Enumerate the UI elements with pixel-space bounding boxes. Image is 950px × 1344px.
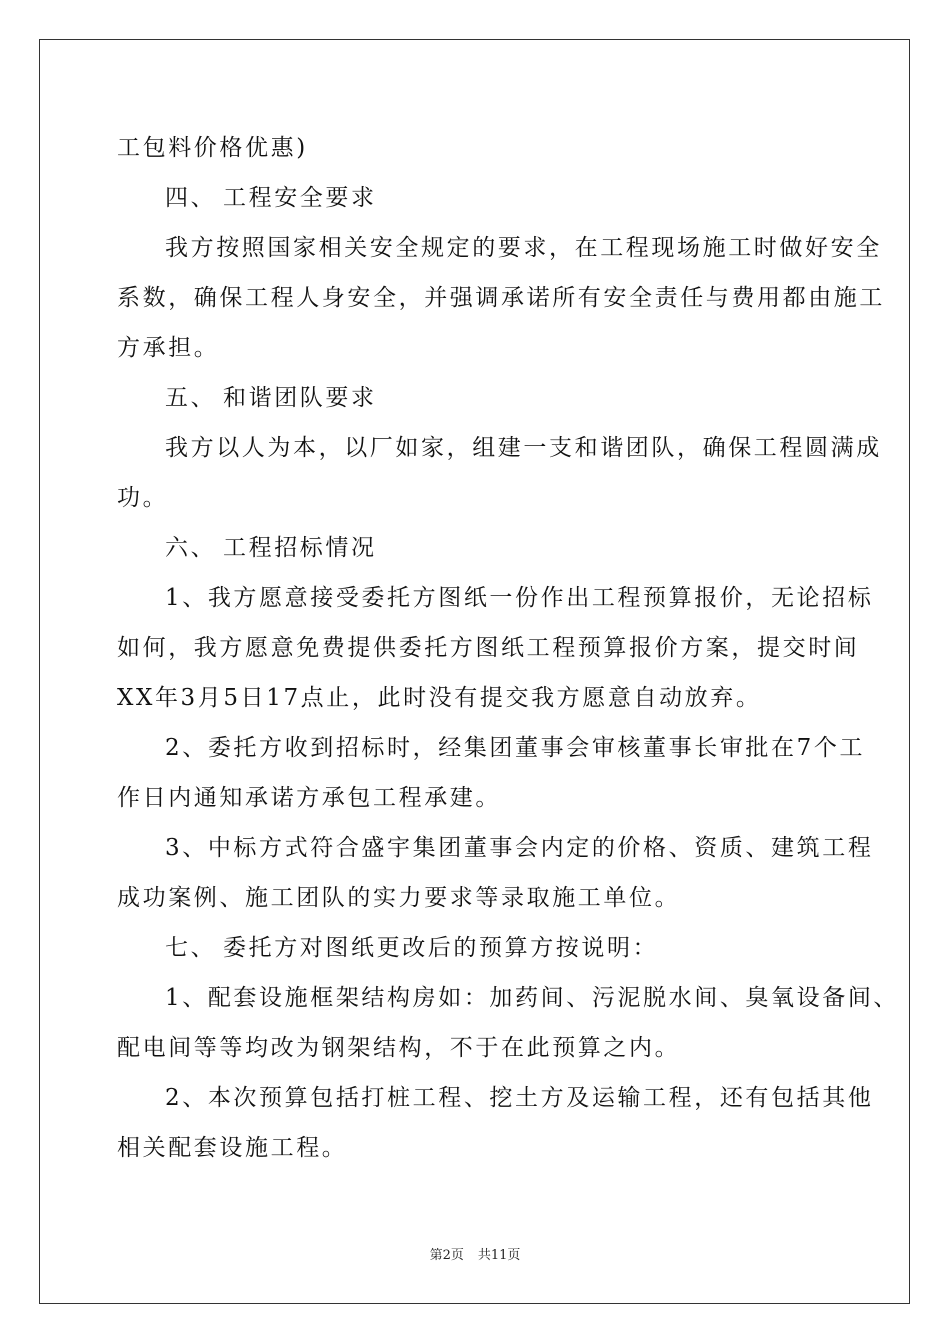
text-line: [117, 128, 837, 178]
line-text: 系数，确保工程人身安全，并强调承诺所有安全责任与费用都由施工: [117, 285, 885, 311]
text-line: [117, 328, 837, 378]
line-text: 成功案例、施工团队的实力要求等录取施工单位。: [117, 885, 681, 911]
page-footer: [0, 1244, 950, 1263]
text-line: [117, 878, 837, 928]
line-text: XX年3月5日17点止，此时没有提交我方愿意自动放弃。: [117, 685, 762, 711]
line-text: 作日内通知承诺方承包工程承建。: [117, 785, 501, 811]
page-total: 共11页: [477, 1248, 521, 1263]
text-line: [117, 778, 837, 828]
line-text: 3、中标方式符合盛宇集团董事会内定的价格、资质、建筑工程: [165, 835, 874, 861]
heading-text: 和谐团队要求: [223, 385, 377, 411]
line-text: 工包料价格优惠): [117, 135, 308, 161]
heading-text: 工程安全要求: [223, 185, 377, 211]
text-line: [117, 678, 837, 728]
line-text: 如何，我方愿意免费提供委托方图纸工程预算报价方案，提交时间: [117, 635, 860, 661]
text-line: [117, 1028, 837, 1078]
line-text: 2、本次预算包括打桩工程、挖土方及运输工程，还有包括其他: [165, 1085, 874, 1111]
line-text: 方承担。: [117, 335, 220, 361]
heading-number: 四、: [165, 185, 217, 211]
line-text: 1、我方愿意接受委托方图纸一份作出工程预算报价，无论招标: [165, 585, 874, 611]
line-text: 我方按照国家相关安全规定的要求，在工程现场施工时做好安全: [165, 235, 882, 261]
page-number: 第2页: [429, 1248, 464, 1263]
text-line: [117, 278, 885, 328]
document-body: [117, 128, 900, 1178]
text-line: [117, 478, 837, 528]
heading-text: 工程招标情况: [223, 535, 377, 561]
text-line: [117, 628, 860, 678]
heading-number: 六、: [165, 535, 217, 561]
line-text: 配电间等等均改为钢架结构，不于在此预算之内。: [117, 1035, 681, 1061]
line-text: 我方以人为本，以厂如家，组建一支和谐团队，确保工程圆满成: [165, 435, 882, 461]
text-line: [117, 428, 882, 478]
section-heading: [117, 528, 837, 578]
text-line: [117, 828, 874, 878]
line-text: 2、委托方收到招标时，经集团董事会审核董事长审批在7个工: [165, 735, 866, 761]
text-line: [117, 1128, 837, 1178]
line-text: 功。: [117, 485, 169, 511]
section-heading: [117, 378, 837, 428]
section-heading: [117, 178, 837, 228]
line-text: 1、配套设施框架结构房如：加药间、污泥脱水间、臭氧设备间、: [165, 985, 900, 1011]
line-text: 相关配套设施工程。: [117, 1135, 348, 1161]
heading-number: 五、: [165, 385, 217, 411]
text-line: [117, 978, 900, 1028]
text-line: [117, 578, 874, 628]
text-line: [117, 728, 866, 778]
section-heading: [117, 928, 837, 978]
heading-text: 委托方对图纸更改后的预算方按说明：: [223, 935, 659, 961]
heading-number: 七、: [165, 935, 217, 961]
text-line: [117, 1078, 874, 1128]
text-line: [117, 228, 882, 278]
